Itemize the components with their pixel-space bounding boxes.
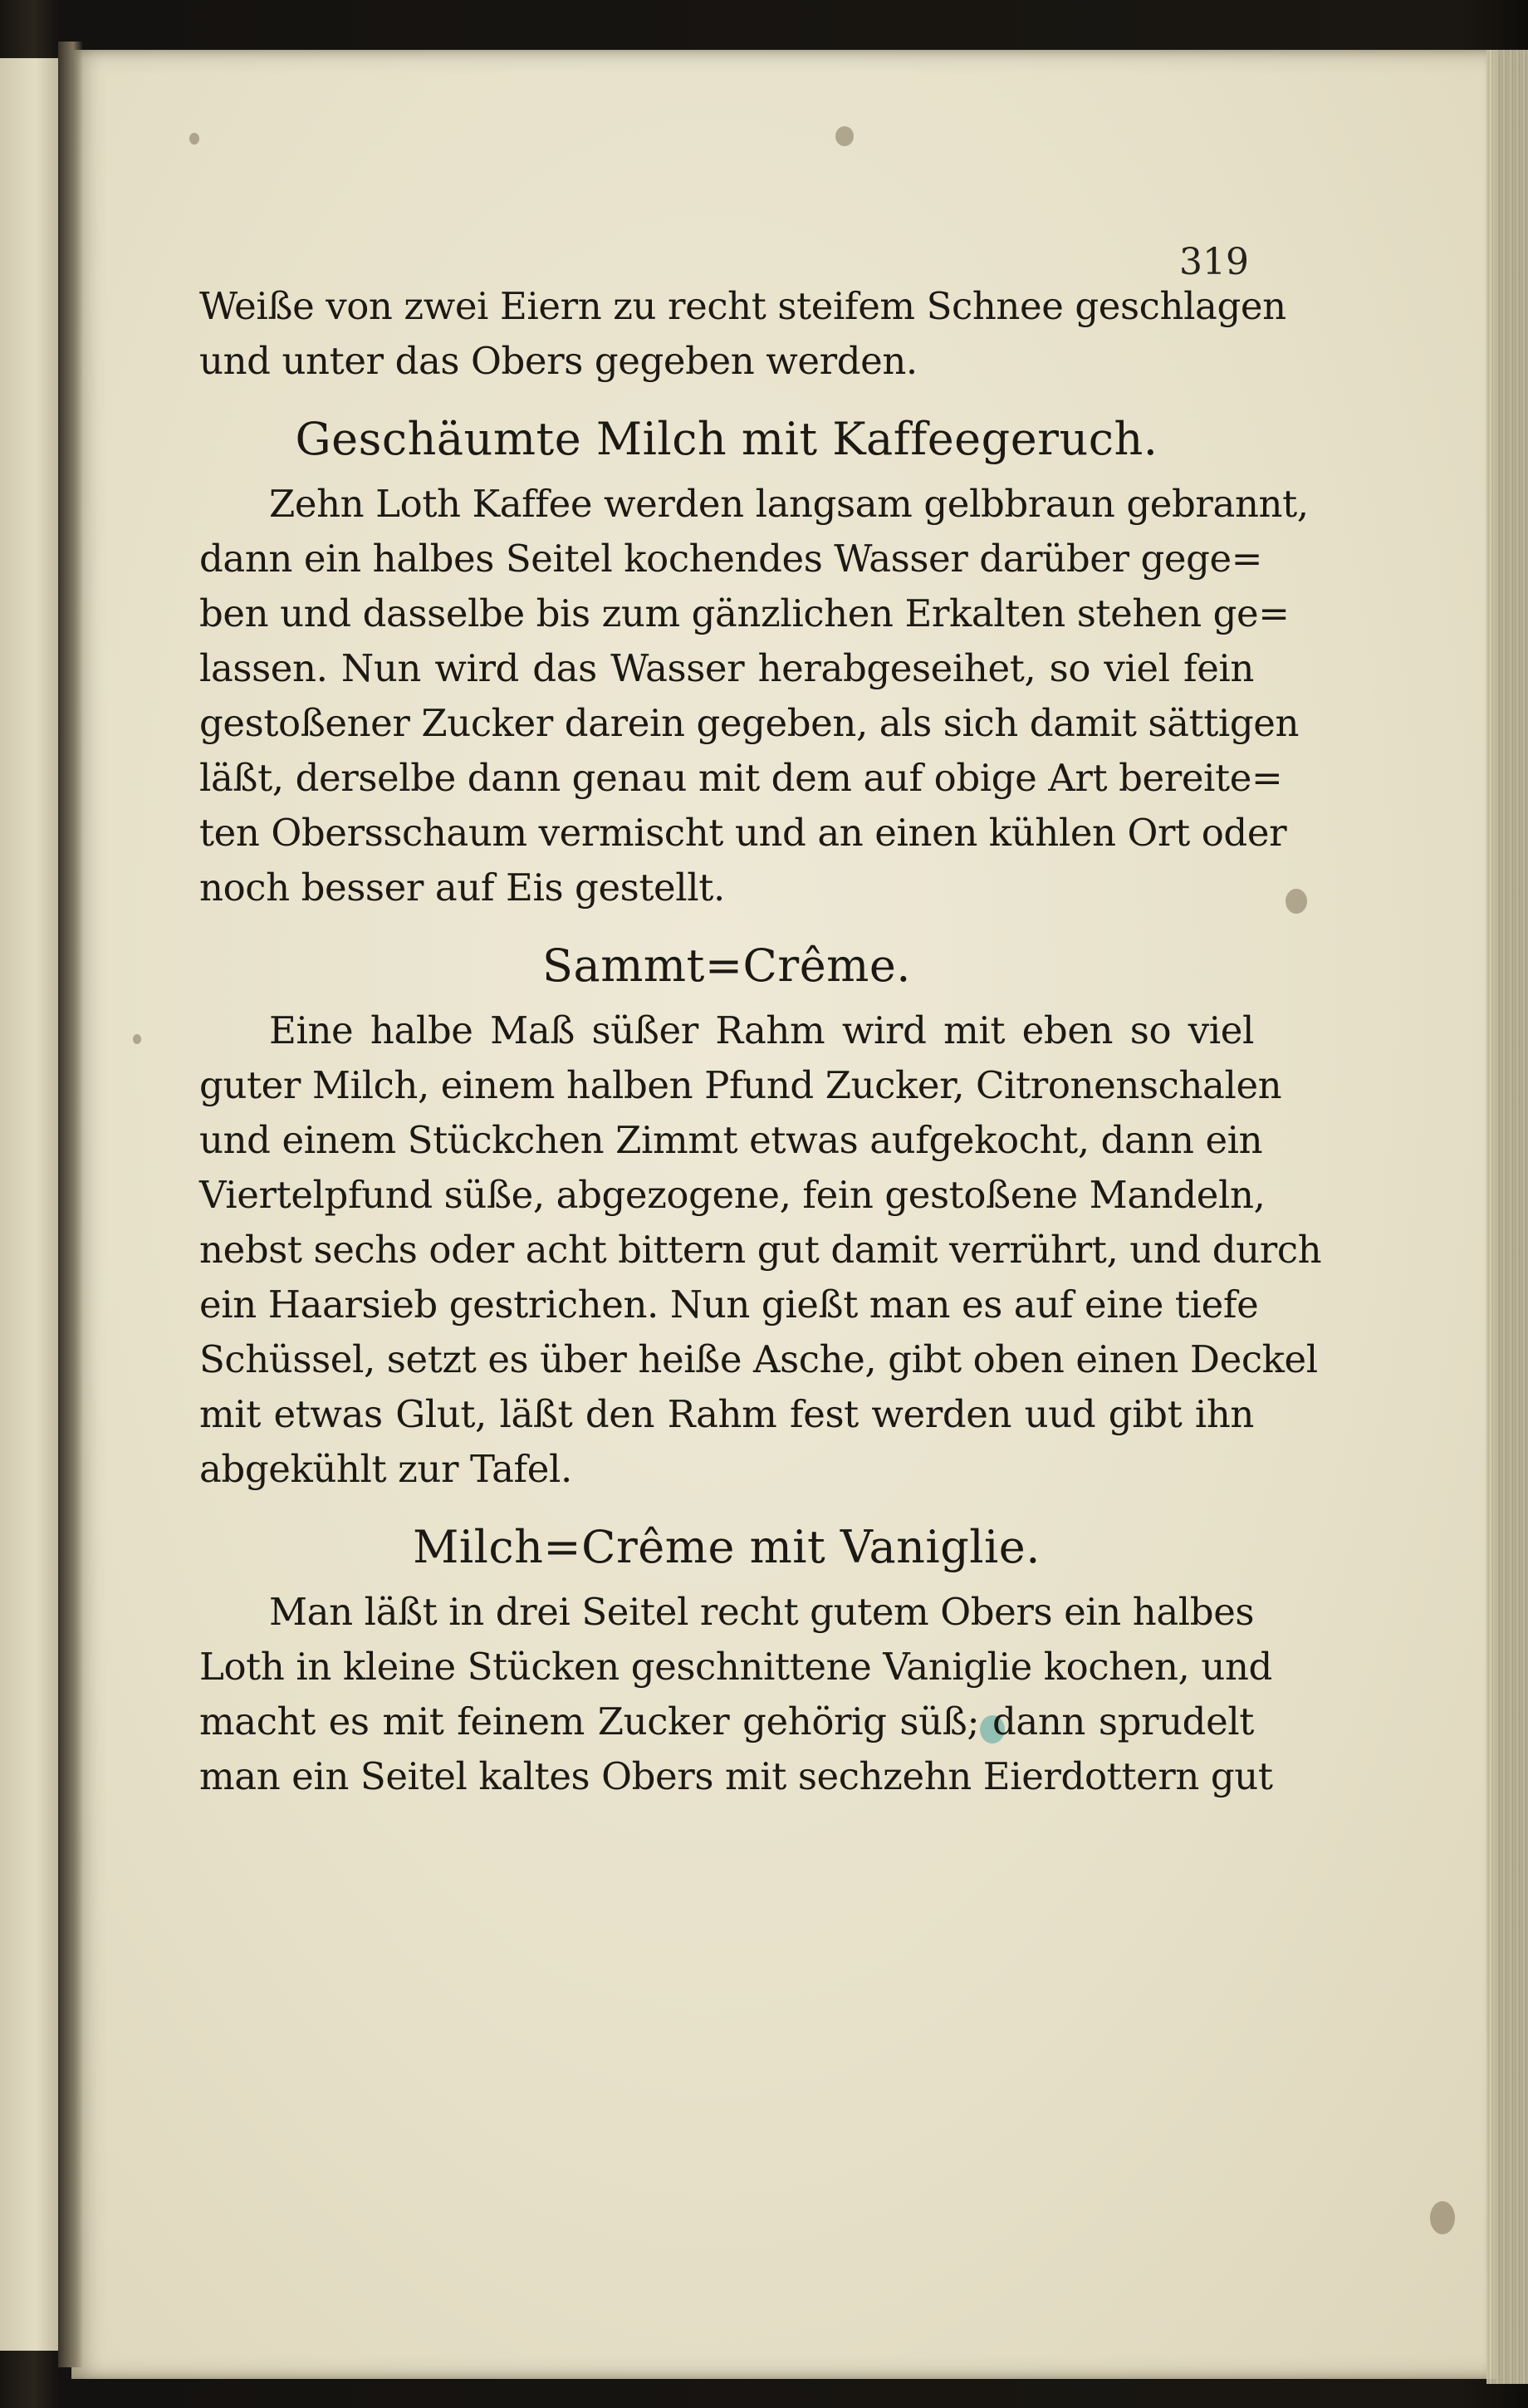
text-line: dann ein halbes Seitel kochendes Wasser darüber gege= <box>199 537 1263 581</box>
text-line: Loth in kleine Stücken geschnittene Vaniglie kochen, und <box>199 1645 1272 1689</box>
text-line: man ein Seitel kaltes Obers mit sechzehn Eierdottern gut <box>199 1754 1273 1798</box>
text-line: Eine halbe Maß süßer Rahm wird mit eben so viel <box>269 1008 1254 1052</box>
paper-spot <box>189 133 199 145</box>
text-line: guter Milch, einem halben Pfund Zucker, Citronenschalen <box>199 1063 1282 1107</box>
text-line: ein Haarsieb gestrichen. Nun gießt man es auf eine tiefe <box>199 1282 1259 1327</box>
recipe-heading: Sammt=Crême. <box>542 939 911 992</box>
recipe-heading: Milch=Crême mit Vaniglie. <box>413 1521 1041 1573</box>
text-line: macht es mit feinem Zucker gehörig süß; dann sprudelt <box>199 1699 1254 1743</box>
text-line: Weiße von zwei Eiern zu recht steifem Schnee geschlagen <box>199 284 1286 328</box>
text-line: lassen. Nun wird das Wasser herabgeseihet, so viel fein <box>199 646 1254 690</box>
text-line: nebst sechs oder acht bittern gut damit verrührt, und durch <box>199 1228 1322 1272</box>
paper-spot <box>835 126 854 146</box>
text-line: und unter das Obers gegeben werden. <box>199 339 918 383</box>
text-line: mit etwas Glut, läßt den Rahm fest werden uud gibt ihn <box>199 1392 1254 1436</box>
paper-spot <box>133 1034 141 1044</box>
page-stack-edges <box>1486 50 1528 2384</box>
text-block <box>199 241 1322 1804</box>
page-number: 319 <box>1179 241 1249 283</box>
text-line: Zehn Loth Kaffee werden langsam gelbbraun gebrannt, <box>269 482 1309 526</box>
text-line: ben und dasselbe bis zum gänzlichen Erkalten stehen ge= <box>199 591 1290 635</box>
previous-page-edge <box>0 58 65 2351</box>
recipe-heading: Geschäumte Milch mit Kaffeegeruch. <box>295 413 1158 465</box>
paper-spot <box>1286 889 1307 914</box>
text-line: gestoßener Zucker darein gegeben, als sich damit sättigen <box>199 701 1300 745</box>
text-line: ten Obersschaum vermischt und an einen kühlen Ort oder <box>199 811 1287 855</box>
text-line: Viertelpfund süße, abgezogene, fein gestoßene Mandeln, <box>199 1173 1266 1217</box>
text-line: noch besser auf Eis gestellt. <box>199 866 725 910</box>
gutter-shadow <box>58 42 83 2367</box>
text-line: Man läßt in drei Seitel recht gutem Obers ein halbes <box>269 1590 1255 1634</box>
text-line: Schüssel, setzt es über heiße Asche, gibt oben einen Deckel <box>199 1337 1318 1381</box>
paper-spot <box>1430 2201 1455 2234</box>
text-line: und einem Stückchen Zimmt etwas aufgekocht, dann ein <box>199 1118 1263 1162</box>
text-line: läßt, derselbe dann genau mit dem auf obige Art bereite= <box>199 756 1283 800</box>
text-line: abgekühlt zur Tafel. <box>199 1447 572 1491</box>
